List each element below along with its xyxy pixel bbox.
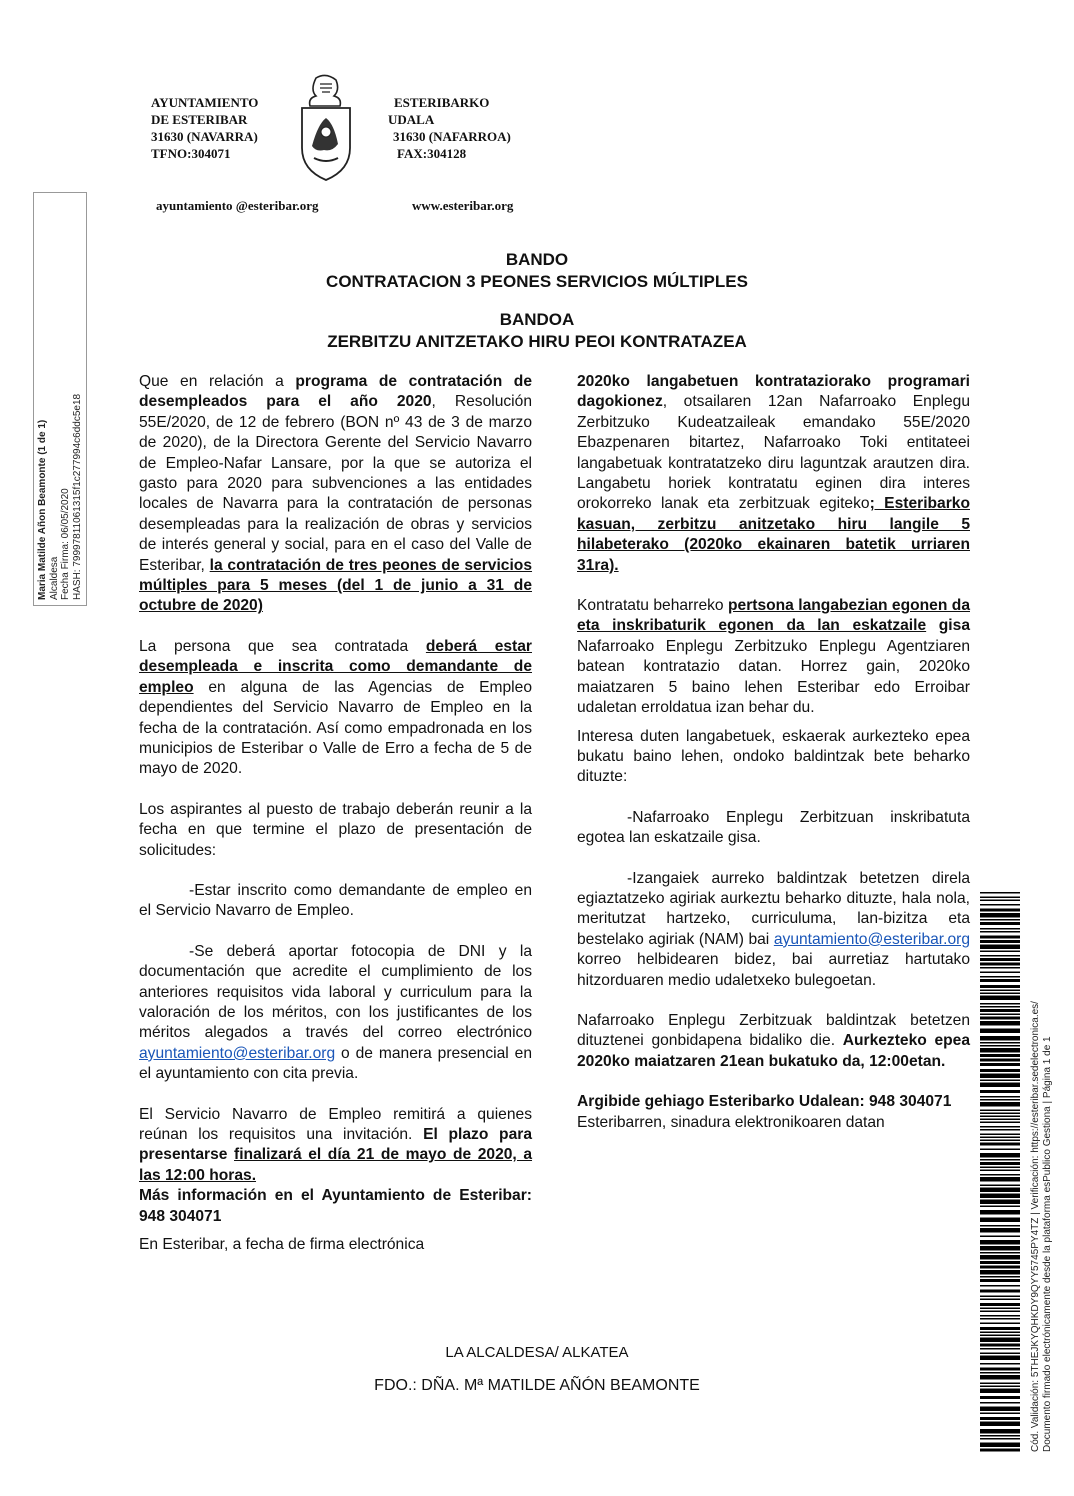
text-bold-underline: finalizará el día 21 de mayo de 2020, a las 12:00 horas. xyxy=(139,1146,533,1184)
text: El Servicio Navarro de Empleo remitirá a quienes reúnan los requisitos una invitación. xyxy=(139,1105,532,1143)
text-bold: 2020ko langabetuen kontrataziorako programari dagokionez xyxy=(577,373,970,411)
stamp-hash: HASH: 79997811061315f1c277994c6ddc5e18 xyxy=(71,393,83,600)
paragraph xyxy=(577,372,970,576)
text: , otsailaren 12an Nafarroako Enplegu Zerbitzuko Kudeatzaileak emandako 55E/2020 Ebazpenaren bitartez, Nafarroako Toki entitateei langabetuak kontratatzeko diru laguntzak arautzen dira. Langabetu horiek kontratatu eginen dira interes orokorreko lanak eta zerbitzuak egiteko xyxy=(577,393,970,513)
text: -Se deberá aportar fotocopia de DNI y la documentación que acredite el cumplimiento de los anteriores requisitos vida laboral y curriculum para la valoración de los méritos, con los justificantes de los méritos alegados a través del correo electrónico xyxy=(139,942,532,1042)
signature-stamp xyxy=(37,190,83,600)
header-left-line: TFNO:304071 xyxy=(151,146,231,161)
header-right-line: 31630 (NAFARROA) xyxy=(393,129,511,144)
paragraph xyxy=(577,1011,970,1072)
text-bold: Argibide gehiago Esteribarko Udalean: 948 304071 xyxy=(577,1093,952,1111)
title-eu-line: BANDOA xyxy=(499,310,575,329)
text: en alguna de las Agencias de Empleo dependientes del Servicio Navarro de Empleo en la fecha de la contratación. Así como empadronada en los municipios de Esteribar o Valle de Erro a fecha de 5 de mayo de 2020. xyxy=(139,678,532,778)
header-right-line: UDALA xyxy=(388,112,435,127)
signature-role: LA ALCALDESA/ ALKATEA xyxy=(445,1344,629,1361)
paragraph xyxy=(577,1092,970,1133)
text: korreo helbidearen bidez, bai aurretiaz hartutako hitzorduaren medio udaletxeko bulegoetan. xyxy=(577,951,970,989)
header-left xyxy=(151,94,258,162)
text-bold-underline: la contratación de tres peones de servicios múltiples para 5 meses (del 1 de junio a 31 de octubre de 2020) xyxy=(139,556,533,615)
text-bold: gisa xyxy=(926,617,970,635)
text-bold: El plazo para presentarse xyxy=(139,1126,532,1164)
text: Que en relación a xyxy=(139,373,296,390)
paragraph: Interesa duten langabetuek, eskaerak aurkezteko epea bukatu baino lehen, ondoko baldintzak bete beharko dituzte: xyxy=(577,727,970,786)
paragraph xyxy=(139,942,532,1085)
header-left-line: DE ESTERIBAR xyxy=(151,112,248,127)
coat-of-arms-icon xyxy=(298,74,354,182)
header-left-line: AYUNTAMIENTO xyxy=(151,95,259,110)
paragraph xyxy=(577,869,970,991)
paragraph: En Esteribar, a fecha de firma electrónica xyxy=(139,1236,425,1254)
column-es xyxy=(139,372,532,1275)
stamp-signer: Maria Matilde Añon Beamonte (1 de 1) xyxy=(37,419,48,600)
header-right-line: ESTERIBARKO xyxy=(394,95,490,110)
stamp-role: Alcaldesa xyxy=(48,556,60,600)
text-bold-underline: ; Esteribarko kasuan, zerbitzu anitzetako hiru langile 5 hilabeterako (2020ko ekainaren batetik urriaren 31ra). xyxy=(577,495,970,574)
email-link[interactable]: ayuntamiento@esteribar.org xyxy=(773,930,970,948)
title-es-line: CONTRATACION 3 PEONES SERVICIOS MÚLTIPLES xyxy=(326,272,748,291)
text-bold: Más información en el Ayuntamiento de Esteribar: 948 304071 xyxy=(139,1187,532,1225)
header-email: ayuntamiento @esteribar.org xyxy=(156,198,319,213)
text-bold-underline: pertsona langabezian egonen da eta inskribaturik egonen da lan eskatzaile xyxy=(577,597,970,635)
paragraph xyxy=(139,637,532,780)
paragraph: Los aspirantes al puesto de trabajo deberán reunir a la fecha en que termine el plazo de presentación de solicitudes: xyxy=(139,800,532,859)
text: Kontratatu beharreko xyxy=(577,597,728,615)
verification-footer xyxy=(1030,1001,1053,1452)
title-es xyxy=(0,249,1074,293)
text: o de manera presencial en el ayuntamiento con cita previa. xyxy=(139,1044,532,1083)
paragraph xyxy=(139,372,532,617)
header-right-line: FAX:304128 xyxy=(397,146,467,161)
header-website: www.esteribar.org xyxy=(412,198,514,213)
verification-platform: Documento firmado electrónicamente desde la plataforma esPublico Gestiona | Página 1 de 1 xyxy=(1041,1036,1053,1452)
paragraph xyxy=(139,1105,532,1227)
signature-name: FDO.: DÑA. Mª MATILDE AÑÓN BEAMONTE xyxy=(374,1377,700,1394)
title-eu xyxy=(0,309,1074,353)
column-eu xyxy=(577,372,970,1133)
verification-code: Cód. Validación: 5THEJKYQHKDY9QYY5745PY4TZ | Verificación: https://esteribar.sedelectronica.es/ xyxy=(1030,1001,1041,1452)
stamp-date: Fecha Firma: 06/05/2020 xyxy=(60,488,71,600)
text: , Resolución 55E/2020, de 12 de febrero (BON nº 43 de 3 de marzo de 2020), de la Directora Gerente del Servicio Navarro de Empleo-Nafar Lansare, por la que se autoriza el gasto para 2020 para subvenciones a las entidades locales de Navarra para la contratación de personas desempleadas para la realización de obras y servicios de interés general y social, para en el caso del Valle de Esteribar, xyxy=(139,393,532,574)
title-eu-line: ZERBITZU ANITZETAKO HIRU PEOI KONTRATAZEA xyxy=(327,332,747,351)
text: Nafarroako Enplegu Zerbitzuak baldintzak betetzen dituztenei gonbidapena bidaliko die. xyxy=(577,1011,970,1050)
text: La persona que sea contratada xyxy=(139,637,426,655)
barcode-icon xyxy=(980,892,1020,1452)
paragraph: -Estar inscrito como demandante de empleo en el Servicio Navarro de Empleo. xyxy=(139,881,532,920)
title-es-line: BANDO xyxy=(505,250,569,269)
text: Nafarroako Enplegu Zerbitzuko Enplegu Agentziaren batean kontratazio datan. Horrez gain, 2020ko maiatzaren 5 baino lehen Esteribar edo Erroibar udaletan erroldatua izan behar du. xyxy=(577,637,970,717)
text-bold-underline: deberá estar desempleada e inscrita como demandante de empleo xyxy=(139,637,532,696)
text: -Izangaiek aurreko baldintzak betetzen direla egiaztatzeko agiriak aurkeztu beharko dituzte, hala nola, meritutzat hartzeko, curriculuma, lan-bizitza eta bestelako agiriak (NAM) bai xyxy=(577,869,970,948)
email-link[interactable]: ayuntamiento@esteribar.org xyxy=(139,1044,336,1062)
text-bold: programa de contratación de desempleados para el año 2020 xyxy=(139,373,532,411)
paragraph xyxy=(577,596,970,718)
text-bold: Aurkezteko epea 2020ko maiatzaren 21ean bukatuko da, 12:00etan. xyxy=(577,1032,971,1070)
paragraph: -Nafarroako Enplegu Zerbitzuan inskribatuta egotea lan eskatzaile gisa. xyxy=(577,808,970,847)
header-left-line: 31630 (NAVARRA) xyxy=(151,129,258,144)
text: Esteribarren, sinadura elektronikoaren datan xyxy=(577,1113,885,1131)
header-right xyxy=(388,94,511,162)
